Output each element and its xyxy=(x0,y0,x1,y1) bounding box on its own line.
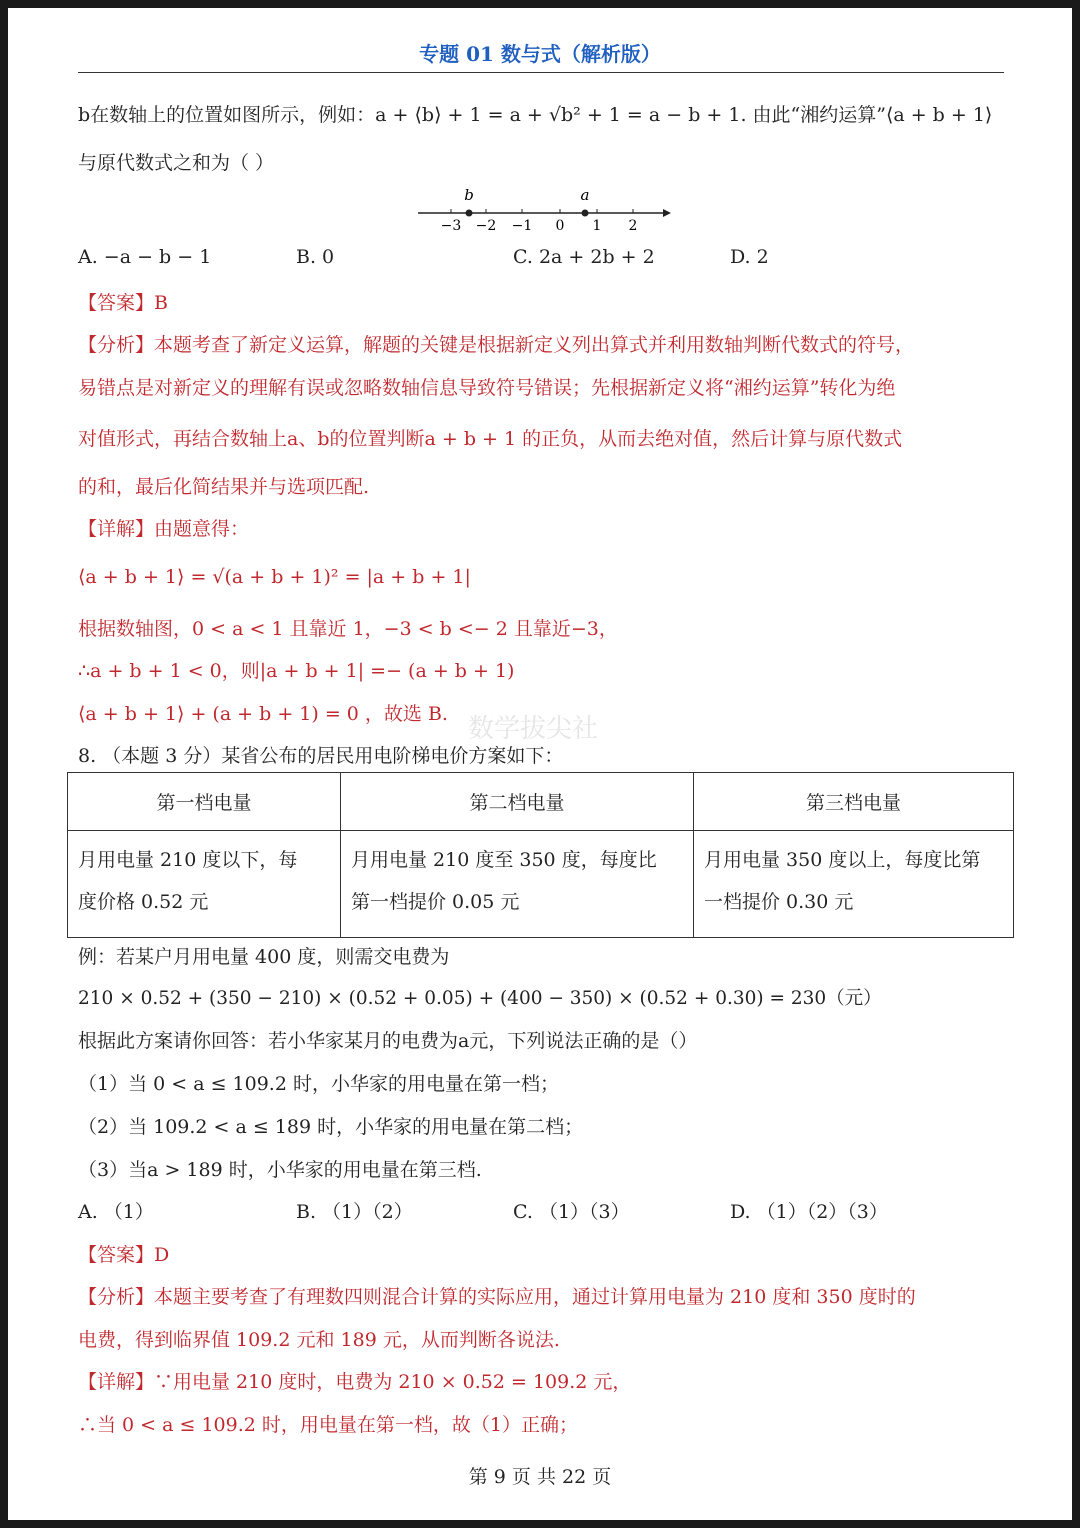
number-line-arrow xyxy=(663,209,671,217)
q8-question: 根据此方案请你回答：若小华家某月的电费为a元，下列说法正确的是（） xyxy=(78,1030,698,1052)
tick-label: 0 xyxy=(555,218,565,233)
page-number-footer: 第 9 页 共 22 页 xyxy=(468,1466,612,1488)
q7-detail-line3: ∴a + b + 1 < 0，则|a + b + 1| =− (a + b + 1) xyxy=(78,660,515,682)
q7-option-c: C. 2a + 2b + 2 xyxy=(513,246,655,268)
tick-label: −3 xyxy=(440,218,462,233)
q8-detail-line2: ∴当 0 < a ≤ 109.2 时，用电量在第一档，故（1）正确； xyxy=(78,1414,578,1436)
q7-stem-line1: b在数轴上的位置如图所示，例如：a + ⟨b⟩ + 1 = a + √b² + 1 = a − b + 1. 由此“湘约运算”⟨a + b + 1⟩ xyxy=(78,104,993,126)
q7-option-b: B. 0 xyxy=(296,246,335,268)
watermark: 数学拔尖社 xyxy=(468,714,599,744)
table-cell-line: 一档提价 0.30 元 xyxy=(704,891,854,913)
q7-detail-heading: 【详解】由题意得： xyxy=(78,518,250,540)
table-header-cell: 第二档电量 xyxy=(341,773,694,831)
point-a-label: a xyxy=(580,186,590,204)
table-header-cell: 第三档电量 xyxy=(694,773,1014,831)
q8-option-d: D. （1）（2）（3） xyxy=(730,1201,888,1223)
header-divider xyxy=(78,72,1004,73)
tick-label: 1 xyxy=(592,218,602,233)
q8-option-c: C. （1）（3） xyxy=(513,1201,630,1223)
q8-option-b: B. （1）（2） xyxy=(296,1201,413,1223)
table-cell xyxy=(68,831,341,938)
q7-analysis-line3: 对值形式，再结合数轴上a、b的位置判断a + b + 1 的正负，从而去绝对值，然后计算与原代数式 xyxy=(78,428,903,450)
table-cell-line: 月用电量 210 度以下，每 xyxy=(78,849,298,871)
point-b-dot xyxy=(466,210,473,217)
q8-statement-1: （1）当 0 < a ≤ 109.2 时，小华家的用电量在第一档； xyxy=(78,1073,559,1095)
q8-analysis-line1: 【分析】本题主要考查了有理数四则混合计算的实际应用，通过计算用电量为 210 度和 350 度时的 xyxy=(78,1286,916,1308)
q8-statement-3: （3）当a > 189 时，小华家的用电量在第三档. xyxy=(78,1159,482,1181)
q8-option-a: A. （1） xyxy=(78,1201,154,1223)
q8-example-line2: 210 × 0.52 + (350 − 210) × (0.52 + 0.05) + (400 − 350) × (0.52 + 0.30) = 230（元） xyxy=(78,988,882,1009)
q7-analysis-line2: 易错点是对新定义的理解有误或忽略数轴信息导致符号错误；先根据新定义将“湘约运算”转化为绝 xyxy=(78,377,896,399)
table-cell xyxy=(694,831,1014,938)
q8-analysis-line2: 电费，得到临界值 109.2 元和 189 元，从而判断各说法. xyxy=(78,1329,560,1351)
q7-stem-line2: 与原代数式之和为（ ） xyxy=(78,152,275,174)
page-title: 专题 01 数与式（解析版） xyxy=(419,42,661,66)
q8-example-line1: 例：若某户月用电量 400 度，则需交电费为 xyxy=(78,946,450,968)
q7-analysis-line1: 【分析】本题考查了新定义运算，解题的关键是根据新定义列出算式并利用数轴判断代数式的符号， xyxy=(78,334,915,356)
q7-detail-line2: 根据数轴图，0 < a < 1 且靠近 1，−3 < b <− 2 且靠近−3， xyxy=(78,618,618,640)
document-page xyxy=(8,8,1072,1520)
q8-stem: 8. （本题 3 分）某省公布的居民用电阶梯电价方案如下： xyxy=(78,745,564,767)
table-cell xyxy=(341,831,694,938)
table-cell-line: 月用电量 350 度以上，每度比第 xyxy=(704,849,981,871)
table-cell-line: 月用电量 210 度至 350 度，每度比 xyxy=(351,849,657,871)
q7-option-d: D. 2 xyxy=(730,246,769,268)
tick-label: −1 xyxy=(511,218,533,233)
q7-detail-line4: ⟨a + b + 1⟩ + (a + b + 1) = 0 ，故选 B. xyxy=(78,703,448,725)
q7-analysis-line4: 的和，最后化简结果并与选项匹配. xyxy=(78,476,370,498)
q8-answer: 【答案】D xyxy=(78,1244,170,1266)
q7-answer: 【答案】B xyxy=(78,292,168,314)
tier-price-table xyxy=(67,772,1014,938)
number-line-figure xyxy=(413,183,673,233)
tick-label: −2 xyxy=(475,218,497,233)
tick-label: 2 xyxy=(628,218,638,233)
table-header-cell: 第一档电量 xyxy=(68,773,341,831)
point-a-dot xyxy=(582,210,589,217)
table-cell-line: 度价格 0.52 元 xyxy=(78,891,209,913)
q8-detail-line1: 【详解】∵用电量 210 度时，电费为 210 × 0.52 = 109.2 元， xyxy=(78,1371,632,1393)
point-b-label: b xyxy=(464,186,474,204)
table-cell-line: 第一档提价 0.05 元 xyxy=(351,891,520,913)
q7-option-a: A. −a − b − 1 xyxy=(78,246,212,268)
q8-statement-2: （2）当 109.2 < a ≤ 189 时，小华家的用电量在第二档； xyxy=(78,1116,584,1138)
q7-detail-line1: ⟨a + b + 1⟩ = √(a + b + 1)² = |a + b + 1| xyxy=(78,566,471,588)
